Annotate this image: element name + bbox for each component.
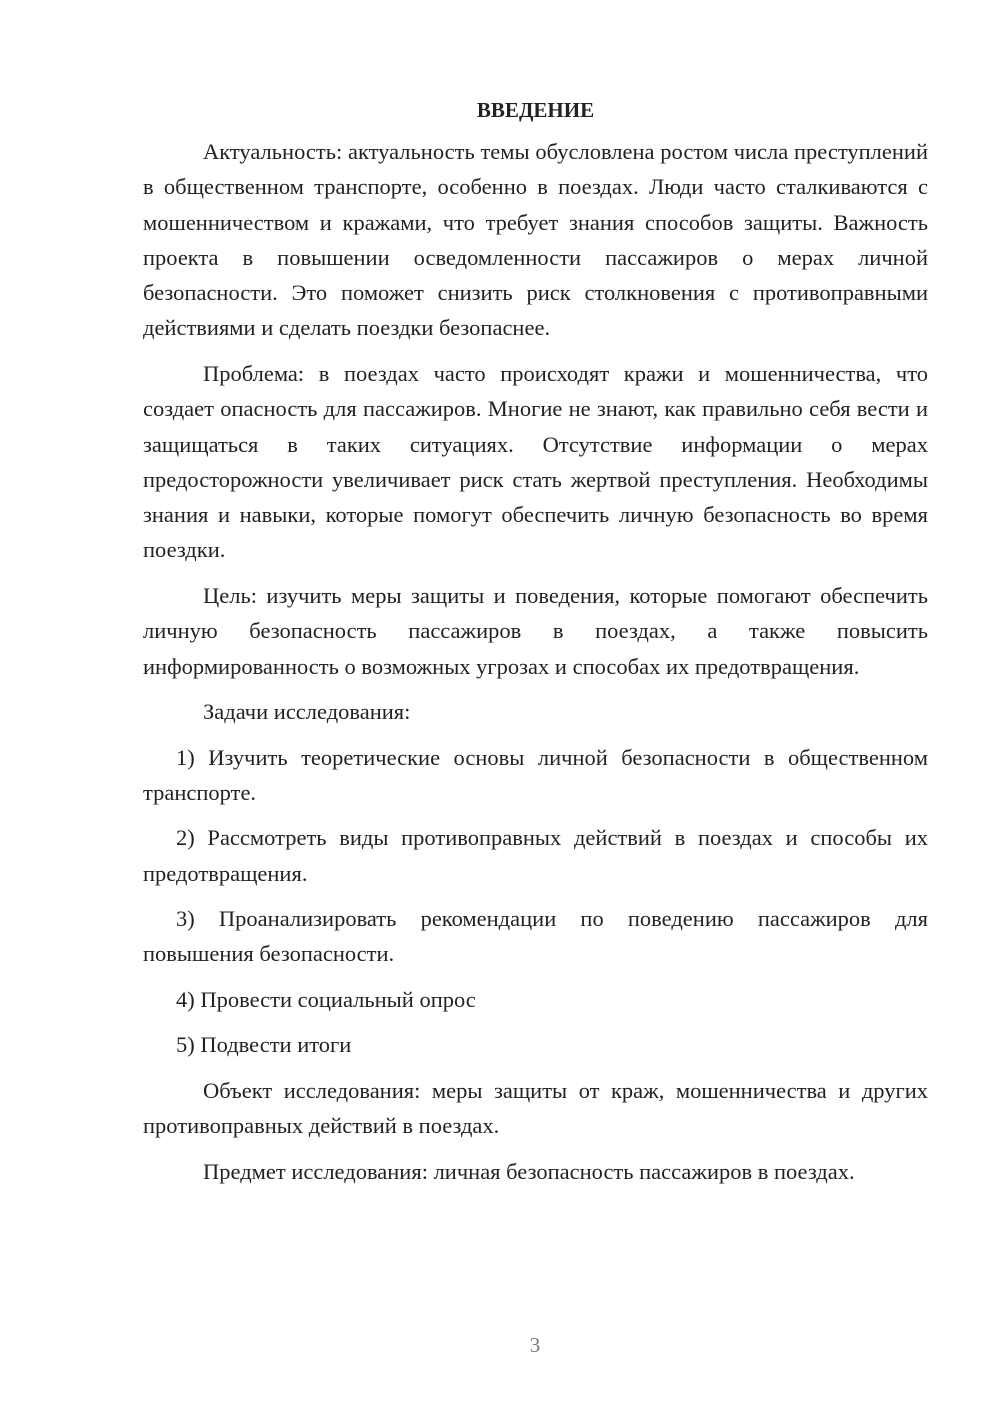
tasks-title: Задачи исследования: xyxy=(203,699,411,725)
task-item-3: 3) Проанализировать рекомендации по поведению пассажиров для повышения безопасности. xyxy=(143,906,928,967)
paragraph-goal: Цель: изучить меры защиты и поведения, которые помогают обеспечить личную безопасность пассажиров в поездах, а также повысить информированность о возможных угрозах и способах их предотвращения. xyxy=(143,582,928,679)
section-heading: ВВЕДЕНИЕ xyxy=(476,98,595,122)
task-item-4: 4) Провести социальный опрос xyxy=(176,986,476,1012)
paragraph-object: Объект исследования: меры защиты от краж, мошенничества и других противоправных действий в поездах. xyxy=(143,1077,928,1139)
page-content xyxy=(143,96,928,1199)
task-item-2: 2) Рассмотреть виды противоправных действий в поездах и способы их предотвращения. xyxy=(143,825,928,886)
task-item-5: 5) Подвести итоги xyxy=(176,1032,352,1058)
page-number: 3 xyxy=(529,1333,541,1357)
task-item-1: 1) Изучить теоретические основы личной безопасности в общественном транспорте. xyxy=(143,744,928,805)
paragraph-problem: Проблема: в поездах часто происходят кражи и мошенничества, что создает опасность для пассажиров. Многие не знают, как правильно себя вести и защищаться в таких ситуациях. Отсутствие информации о мерах предосторожности увеличивает риск стать жертвой преступления. Необходимы знания и навыки, которые помогут обеспечить личную безопасность во время поездки. xyxy=(143,360,928,563)
paragraph-relevance: Актуальность: актуальность темы обусловлена ростом числа преступлений в общественном транспорте, особенно в поездах. Люди часто сталкиваются с мошенничеством и кражами, что требует знания способов защиты. Важность проекта в повышении осведомленности пассажиров о мерах личной безопасности. Это поможет снизить риск столкновения с противоправными действиями и сделать поездки безопаснее. xyxy=(143,139,928,341)
paragraph-subject: Предмет исследования: личная безопасность пассажиров в поездах. xyxy=(203,1158,855,1184)
